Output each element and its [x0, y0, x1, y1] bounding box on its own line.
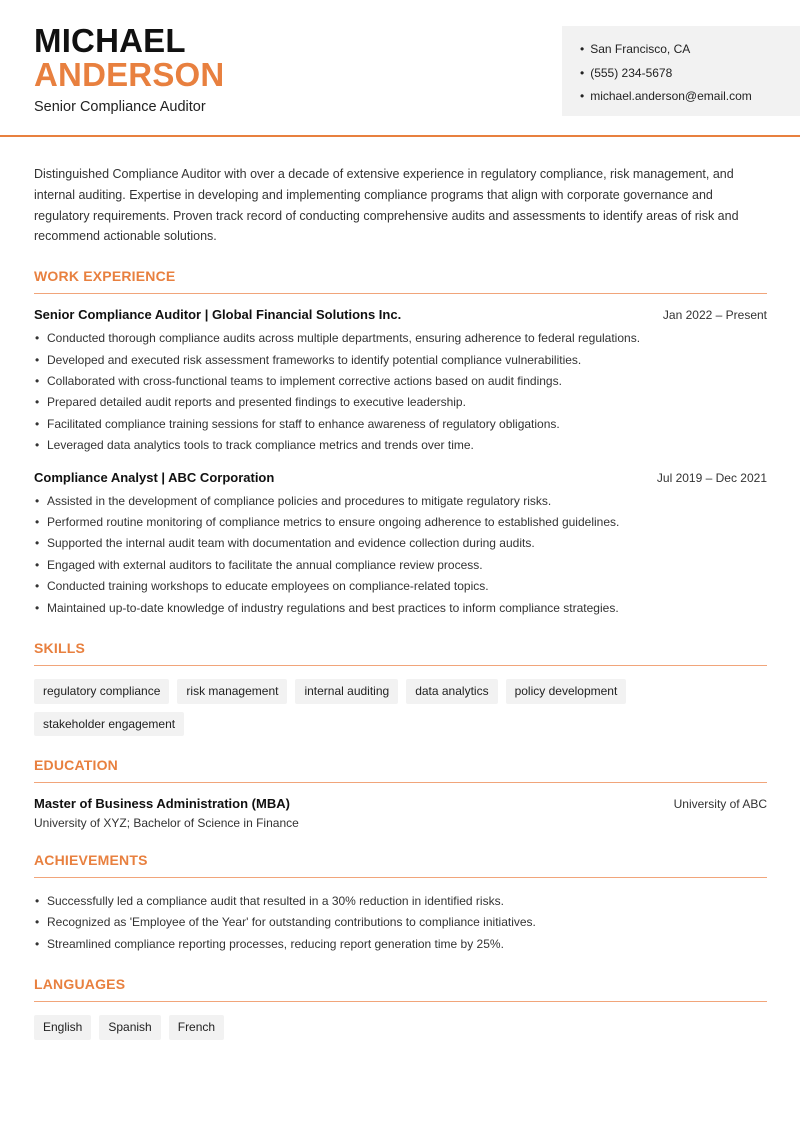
job-bullets [34, 328, 767, 456]
list-item: • Streamlined compliance reporting processes, reducing report generation time by 25%. [34, 934, 767, 955]
list-item: • Conducted training workshops to educate employees on compliance-related topics. [34, 576, 767, 597]
list-item: • Performed routine monitoring of compliance metrics to ensure ongoing adherence to established guidelines. [34, 512, 767, 533]
list-item: • Facilitated compliance training sessions for staff to enhance awareness of regulatory obligations. [34, 414, 767, 435]
skill-tag: internal auditing [295, 679, 398, 704]
job-header [34, 307, 767, 322]
contact-email[interactable]: • michael.anderson@email.com [580, 85, 800, 109]
education-school: University of ABC [673, 797, 767, 812]
resume-header [0, 0, 800, 137]
job-title-subtitle: Senior Compliance Auditor [34, 99, 206, 115]
language-tag: English [34, 1015, 91, 1040]
section-heading-education: EDUCATION [34, 757, 767, 783]
contact-phone: • (555) 234-5678 [580, 62, 800, 86]
skill-tag: stakeholder engagement [34, 712, 184, 737]
job-bullets [34, 491, 767, 619]
education-header [34, 796, 767, 811]
section-heading-work: WORK EXPERIENCE [34, 268, 767, 294]
list-item: • Collaborated with cross-functional teams to implement corrective actions based on audit findings. [34, 371, 767, 392]
list-item: • Assisted in the development of compliance policies and procedures to mitigate regulatory risks. [34, 491, 767, 512]
contact-location: • San Francisco, CA [580, 38, 800, 62]
summary-text: Distinguished Compliance Auditor with over a decade of extensive experience in regulatory compliance, risk management, and internal auditing. Expertise in developing and implementing compliance programs that align with corporate governance and regulatory requirements. Proven track record of conducting comprehensive audits and assessments to identify areas of risk and recommend actionable solutions. [34, 167, 739, 244]
list-item: • Supported the internal audit team with documentation and evidence collection during audits. [34, 533, 767, 554]
list-item: • Leveraged data analytics tools to track compliance metrics and trends over time. [34, 435, 767, 456]
job-header [34, 470, 767, 485]
education-degree: Master of Business Administration (MBA) [34, 796, 290, 812]
resume-body [34, 164, 767, 1061]
skills-tags [34, 679, 767, 736]
section-heading-skills: SKILLS [34, 640, 767, 666]
job-title: Senior Compliance Auditor | Global Financial Solutions Inc. [34, 307, 402, 323]
section-heading-achievements: ACHIEVEMENTS [34, 852, 767, 878]
list-item: • Maintained up-to-date knowledge of industry regulations and best practices to inform compliance strategies. [34, 598, 767, 619]
section-heading-languages: LANGUAGES [34, 976, 767, 1002]
skill-tag: regulatory compliance [34, 679, 169, 704]
list-item: • Recognized as 'Employee of the Year' for outstanding contributions to compliance initiatives. [34, 912, 767, 933]
list-item: • Conducted thorough compliance audits across multiple departments, ensuring adherence to federal regulations. [34, 328, 767, 349]
job-dates: Jul 2019 – Dec 2021 [656, 470, 767, 485]
list-item: • Prepared detailed audit reports and presented findings to executive leadership. [34, 392, 767, 413]
skill-tag: policy development [506, 679, 627, 704]
list-item: • Developed and executed risk assessment frameworks to identify potential compliance vulnerabilities. [34, 350, 767, 371]
contact-box [562, 26, 800, 116]
last-name: ANDERSON [34, 56, 225, 93]
language-tag: French [169, 1015, 224, 1040]
candidate-name [34, 24, 224, 92]
language-tag: Spanish [99, 1015, 160, 1040]
job-dates: Jan 2022 – Present [662, 308, 767, 323]
skill-tag: risk management [177, 679, 287, 704]
first-name: MICHAEL [34, 22, 186, 59]
list-item: • Engaged with external auditors to facilitate the annual compliance review process. [34, 555, 767, 576]
skill-tag: data analytics [406, 679, 497, 704]
achievement-bullets [34, 891, 767, 955]
education-detail: University of XYZ; Bachelor of Science in Finance [34, 816, 299, 831]
language-tags [34, 1015, 767, 1040]
job-title: Compliance Analyst | ABC Corporation [34, 469, 275, 485]
list-item: • Successfully led a compliance audit that resulted in a 30% reduction in identified risks. [34, 891, 767, 912]
